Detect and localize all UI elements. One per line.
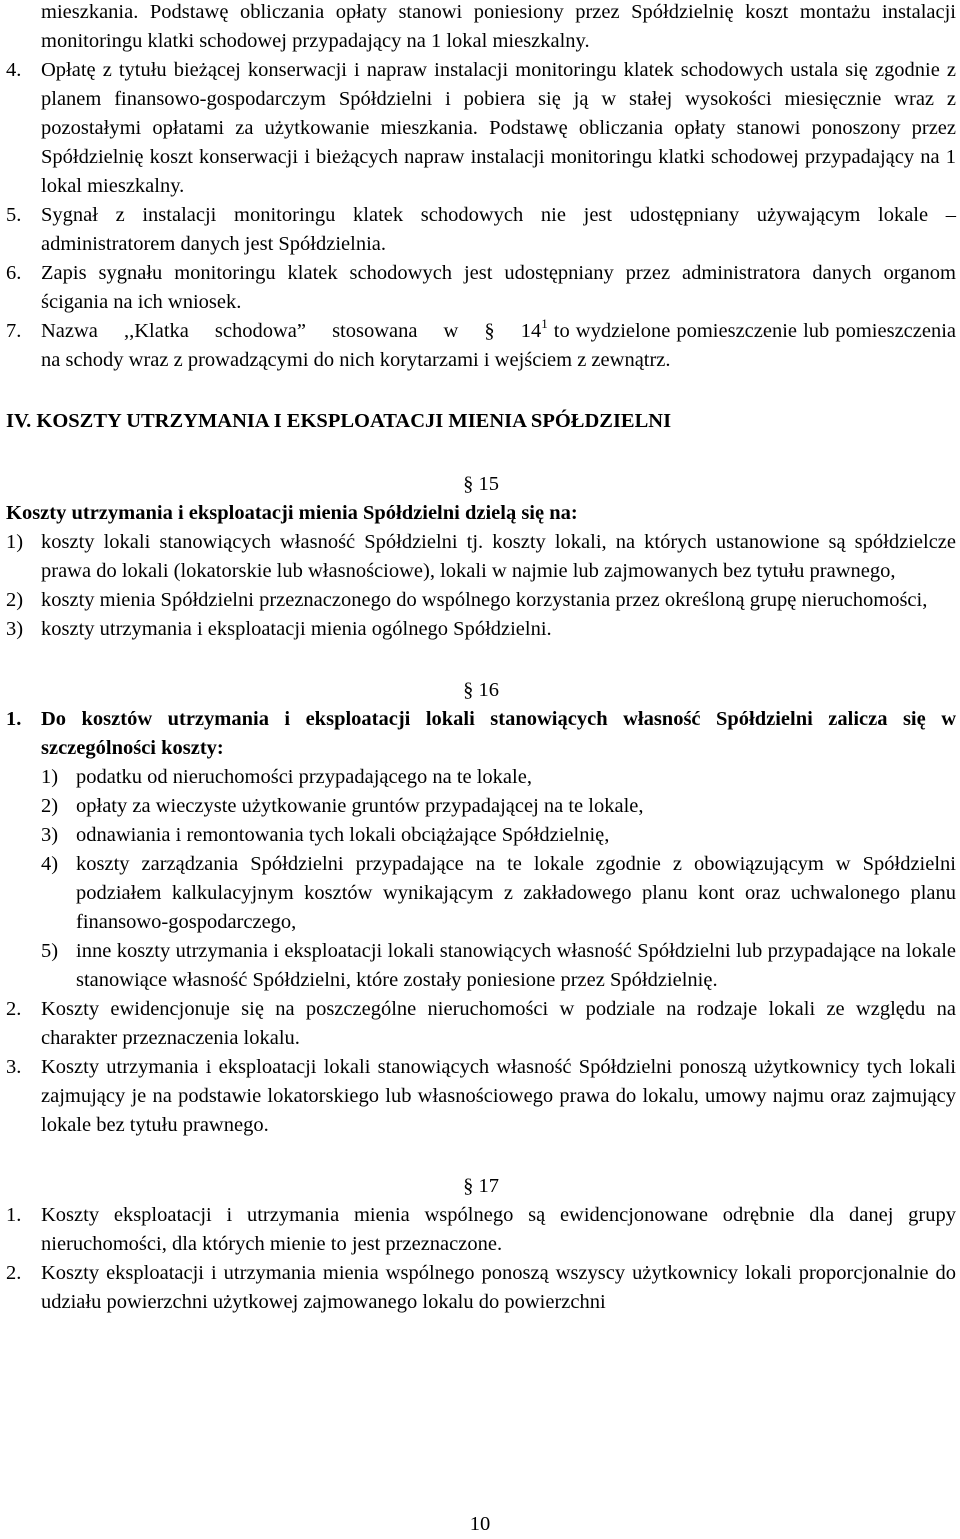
point-text: Sygnał z instalacji monitoringu klatek schodowych nie jest udostępniany używającym lokale – administratorem danych jest Spółdzielnia.	[41, 204, 956, 255]
section-heading: IV. KOSZTY UTRZYMANIA I EKSPLOATACJI MIENIA SPÓŁDZIELNI	[6, 410, 672, 432]
point-2	[6, 995, 956, 1053]
item-text: koszty utrzymania i eksploatacji mienia ogólnego Spółdzielni.	[41, 618, 552, 640]
point-4	[6, 56, 956, 201]
point-number: 5.	[6, 204, 22, 226]
paragraph-mark-15: § 15	[463, 473, 499, 495]
point-5	[6, 201, 956, 259]
point-3	[6, 1053, 956, 1140]
point-text: Zapis sygnału monitoringu klatek schodowych jest udostępniany przez administratora danych organom ścigania na ich wniosek.	[41, 262, 956, 313]
paragraph-mark-16: § 16	[463, 679, 499, 701]
item-text: koszty lokali stanowiących własność Spółdzielni tj. koszty lokali, na których ustanowione są spółdzielcze prawa do lokali (lokatorskie lub własnościowe), lokali w najmie lub zajmowanych bez tytułu prawnego,	[41, 531, 956, 582]
point-text-part-b: to wydzielone pomieszczenie lub pomieszczenia na schody wraz z prowadzącymi do nich korytarzami i wejściem z zewnątrz.	[41, 320, 957, 371]
sub-item	[6, 792, 956, 821]
list-item	[6, 586, 956, 615]
point-text-part-a: Nazwa ,,Klatka schodowa” stosowana w § 14	[41, 320, 542, 342]
point-number: 2.	[6, 1262, 22, 1284]
point-text: Opłatę z tytułu bieżącej konserwacji i napraw instalacji monitoringu klatek schodowych ustala się zgodnie z planem finansowo-gospodarczym Spółdzielni i pobiera się ją w stałej wysokości miesięcznie wraz z pozostałymi opłatami za użytkowanie mieszkania. Podstawę obliczania opłaty stanowi ponoszony przez Spółdzielnię koszt konserwacji i bieżących napraw instalacji monitoringu klatki schodowej przypadający na 1 lokal mieszkalny.	[41, 59, 956, 197]
point-text: Koszty utrzymania i eksploatacji lokali stanowiących własność Spółdzielni ponoszą użytkownicy tych lokali zajmujący je na podstawie lokatorskiego lub własnościowego prawa do lokalu, umowy najmu oraz zajmujący lokale bez tytułu prawnego.	[41, 1056, 956, 1136]
item-text: inne koszty utrzymania i eksploatacji lokali stanowiących własność Spółdzielni lub przypadające na lokale stanowiące własność Spółdzielni, które zostały poniesione przez Spółdzielnię.	[76, 940, 956, 991]
paragraph-mark-17: § 17	[463, 1175, 499, 1197]
point-number: 1.	[6, 1204, 22, 1226]
point-text: Koszty ewidencjonuje się na poszczególne nieruchomości w podziale na rodzaje lokali ze względu na charakter przeznaczenia lokalu.	[41, 998, 956, 1049]
page-number: 10	[469, 1513, 491, 1535]
paragraph-lead: Koszty utrzymania i eksploatacji mienia Spółdzielni dzielą się na:	[6, 502, 578, 524]
item-text: opłaty za wieczyste użytkowanie gruntów przypadającej na te lokale,	[76, 795, 644, 817]
point-text: Koszty eksploatacji i utrzymania mienia wspólnego są ewidencjonowane odrębnie dla danej grupy nieruchomości, dla których mienie to jest przeznaczone.	[41, 1204, 956, 1255]
item-number: 4)	[41, 853, 59, 875]
point-2	[6, 1259, 956, 1317]
point-lead: Do kosztów utrzymania i eksploatacji lokali stanowiących własność Spółdzielni zalicza się w szczególności koszty:	[41, 708, 956, 759]
sub-item	[6, 937, 956, 995]
item-number: 3)	[6, 618, 24, 640]
point-6	[6, 259, 956, 317]
item-number: 1)	[6, 531, 24, 553]
point-text	[41, 317, 956, 375]
superscript: 1	[541, 316, 548, 331]
item-text: odnawiania i remontowania tych lokali obciążające Spółdzielnię,	[76, 824, 610, 846]
sub-item	[6, 763, 956, 792]
document-page	[6, 0, 956, 1317]
point-number: 6.	[6, 262, 22, 284]
point-number: 1.	[6, 708, 22, 730]
point-1	[6, 1201, 956, 1259]
sub-item	[6, 850, 956, 937]
item-number: 2)	[6, 589, 24, 611]
point-1	[6, 705, 956, 763]
item-text: koszty mienia Spółdzielni przeznaczonego do wspólnego korzystania przez określoną grupę nieruchomości,	[41, 589, 928, 611]
list-item	[6, 615, 956, 644]
point-number: 4.	[6, 59, 22, 81]
sub-item	[6, 821, 956, 850]
item-number: 1)	[41, 766, 59, 788]
point-number: 7.	[6, 320, 22, 342]
point-text: Koszty eksploatacji i utrzymania mienia wspólnego ponoszą wszyscy użytkownicy lokali proporcjonalnie do udziału powierzchni użytkowej zajmowanego lokalu do powierzchni	[41, 1262, 956, 1313]
item-number: 2)	[41, 795, 59, 817]
item-number: 5)	[41, 940, 59, 962]
list-item	[6, 528, 956, 586]
point-number: 2.	[6, 998, 22, 1020]
point-number: 3.	[6, 1056, 22, 1078]
continuation-paragraph: mieszkania. Podstawę obliczania opłaty stanowi poniesiony przez Spółdzielnię koszt montażu instalacji monitoringu klatki schodowej przypadający na 1 lokal mieszkalny.	[41, 1, 956, 52]
item-number: 3)	[41, 824, 59, 846]
point-7	[6, 317, 956, 375]
item-text: koszty zarządzania Spółdzielni przypadające na te lokale zgodnie z obowiązującym w Spółdzielni podziałem kalkulacyjnym kosztów wynikającym z zakładowego planu kont oraz uchwalonego planu finansowo-gospodarczego,	[76, 853, 956, 933]
item-text: podatku od nieruchomości przypadającego na te lokale,	[76, 766, 532, 788]
